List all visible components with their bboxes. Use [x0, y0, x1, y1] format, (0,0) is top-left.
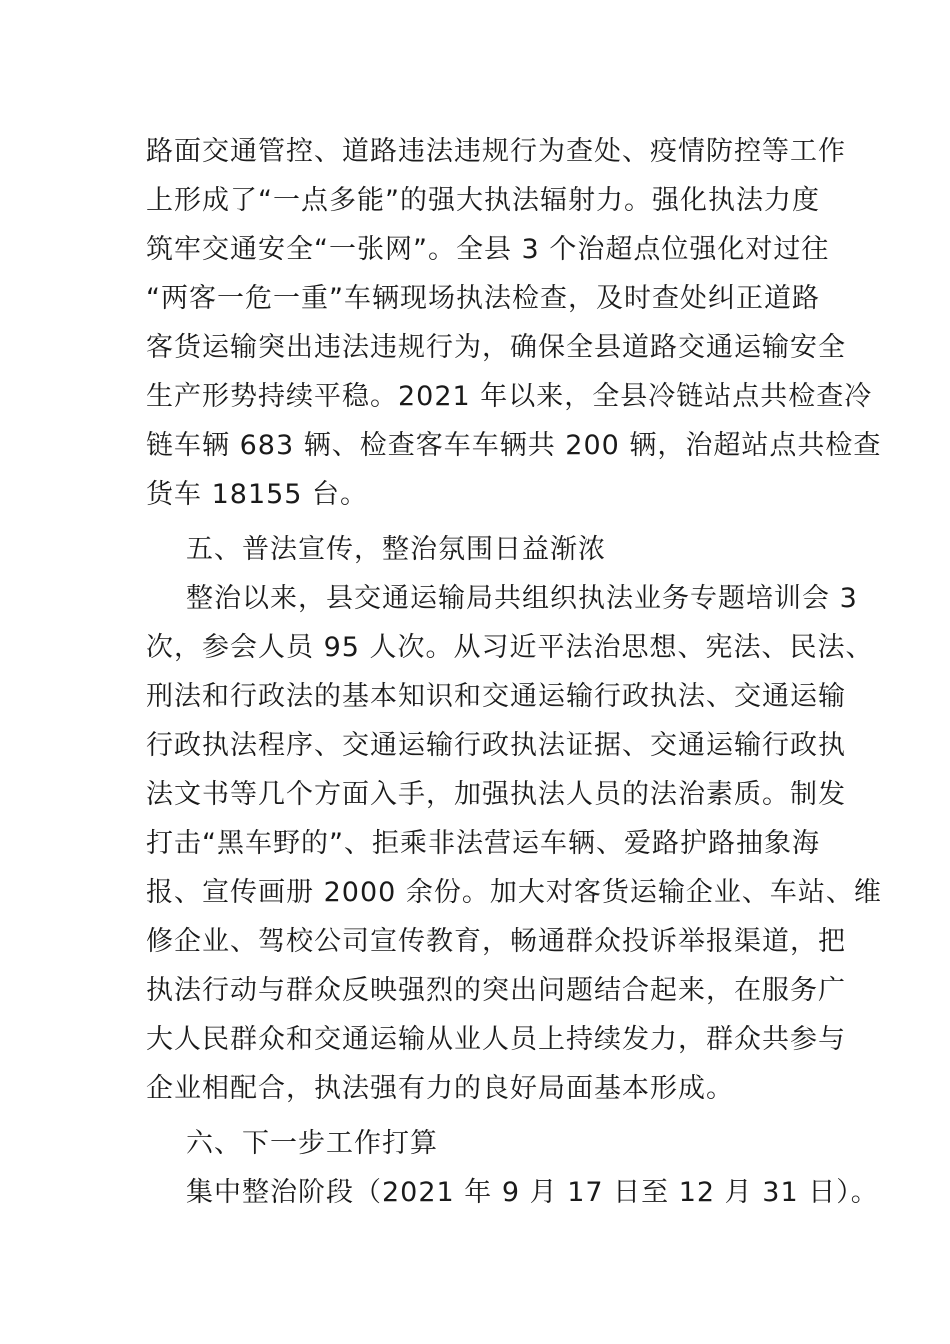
- section-heading-5: 五、普法宣传，整治氛围日益渐浓: [186, 534, 606, 565]
- text-line: 大人民群众和交通运输从业人员上持续发力，群众共参与: [146, 1024, 846, 1055]
- text-line: 筑牢交通安全“一张网”。全县 3 个治超点位强化对过往: [146, 234, 830, 265]
- text-line: 报、宣传画册 2000 余份。加大对客货运输企业、车站、维: [146, 877, 882, 908]
- text-line: 生产形势持续平稳。2021 年以来，全县冷链站点共检查冷: [146, 381, 873, 412]
- text-line: 货车 18155 台。: [146, 479, 369, 510]
- text-line: 企业相配合，执法强有力的良好局面基本形成。: [146, 1073, 734, 1104]
- text-line: 整治以来，县交通运输局共组织执法业务专题培训会 3: [186, 583, 858, 614]
- text-line: 次，参会人员 95 人次。从习近平法治思想、宪法、民法、: [146, 632, 874, 663]
- text-line: 修企业、驾校公司宣传教育，畅通群众投诉举报渠道，把: [146, 926, 846, 957]
- text-line: “两客一危一重”车辆现场执法检查，及时查处纠正道路: [146, 283, 820, 314]
- text-line: 打击“黑车野的”、拒乘非法营运车辆、爱路护路抽象海: [146, 828, 820, 859]
- text-line: 法文书等几个方面入手，加强执法人员的法治素质。制发: [146, 779, 846, 810]
- text-line: 路面交通管控、道路违法违规行为查处、疫情防控等工作: [146, 136, 846, 167]
- text-line: 执法行动与群众反映强烈的突出问题结合起来，在服务广: [146, 975, 846, 1006]
- text-line: 链车辆 683 辆、检查客车车辆共 200 辆，治超站点共检查: [146, 430, 882, 461]
- text-line: 客货运输突出违法违规行为，确保全县道路交通运输安全: [146, 332, 846, 363]
- text-line: 刑法和行政法的基本知识和交通运输行政执法、交通运输: [146, 681, 846, 712]
- section-heading-6: 六、下一步工作打算: [186, 1128, 438, 1159]
- text-line: 集中整治阶段（2021 年 9 月 17 日至 12 月 31 日）。: [186, 1177, 879, 1208]
- text-line: 上形成了“一点多能”的强大执法辐射力。强化执法力度: [146, 185, 820, 216]
- text-line: 行政执法程序、交通运输行政执法证据、交通运输行政执: [146, 730, 846, 761]
